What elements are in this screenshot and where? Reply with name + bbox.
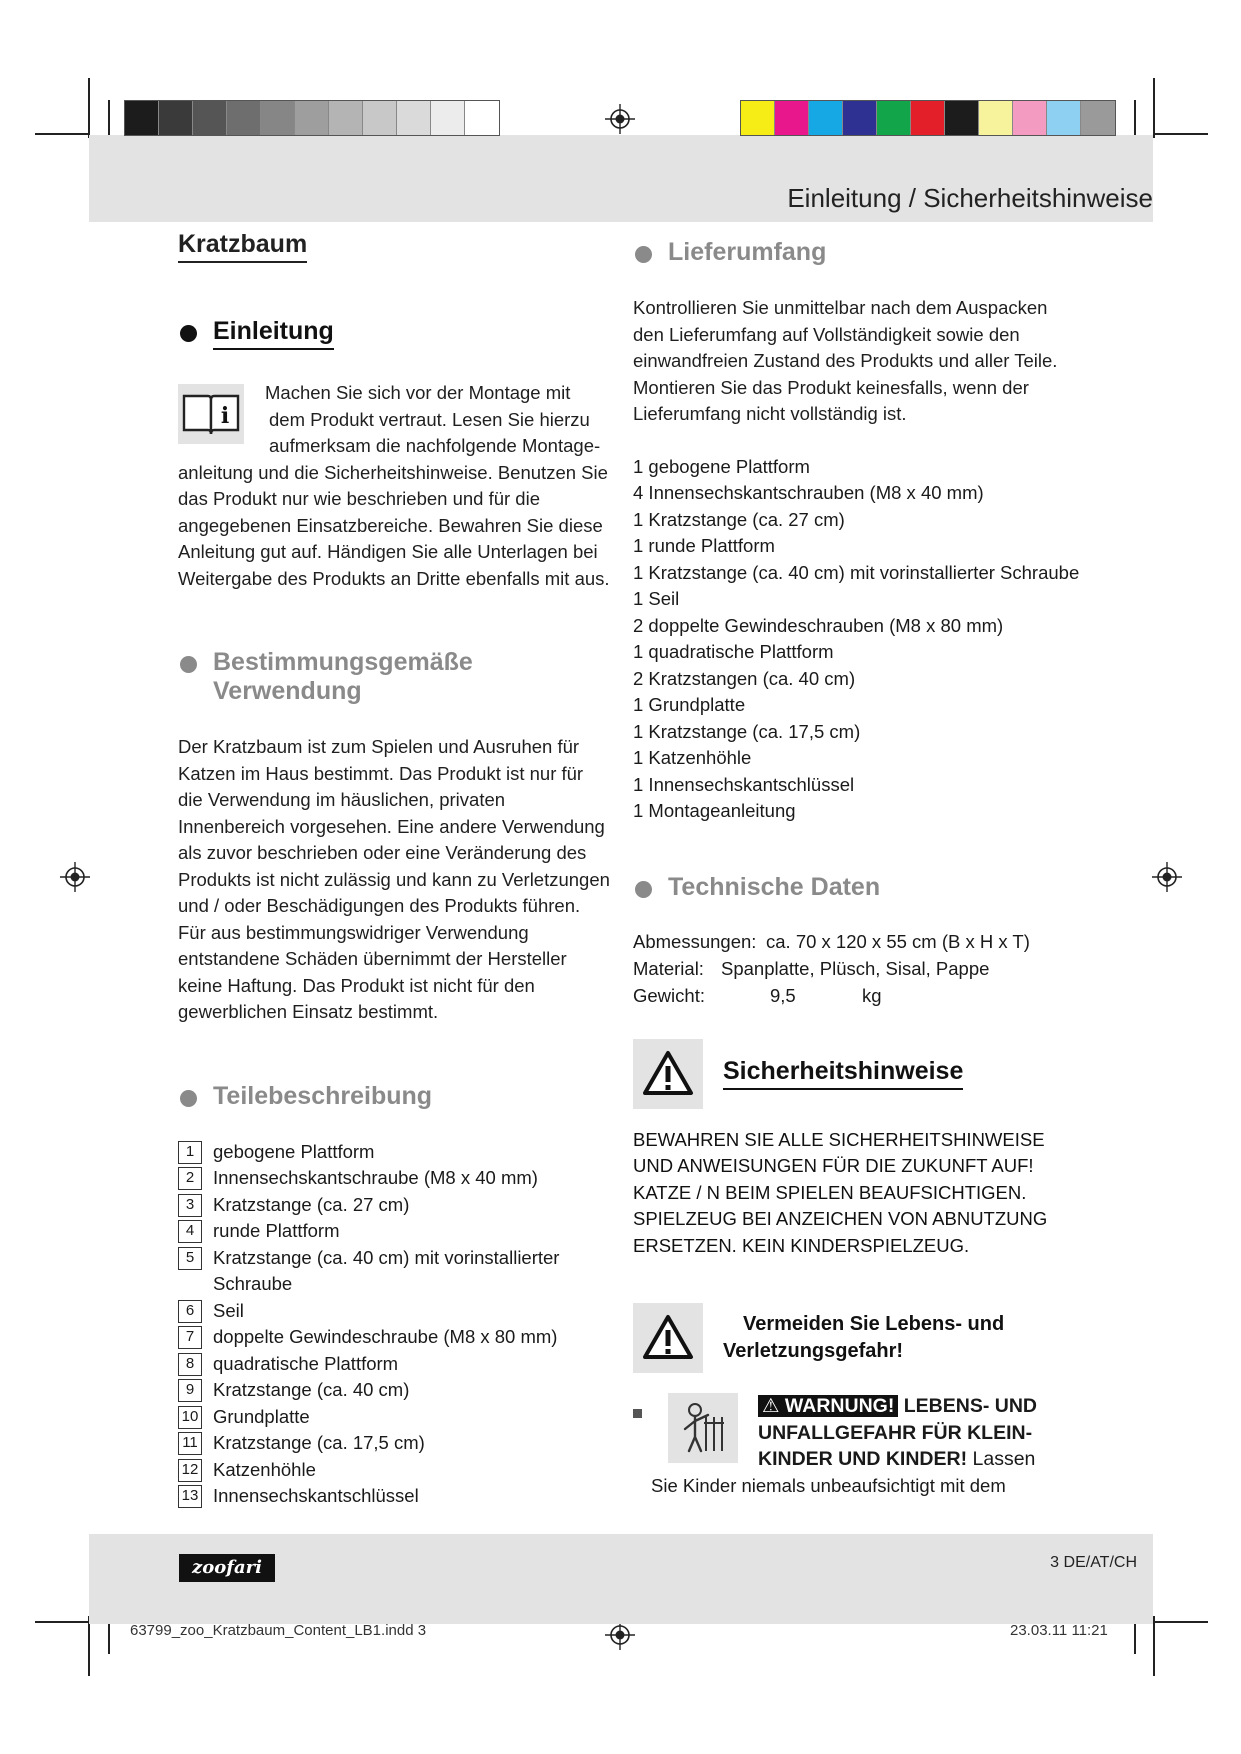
- part-number-box: 8: [178, 1353, 202, 1376]
- brand-logo: zoofari: [179, 1554, 275, 1582]
- part-number-box: 1: [178, 1141, 202, 1164]
- parts-list-item: [178, 1324, 610, 1351]
- tech-data: [633, 928, 1083, 1009]
- parts-list-item: [178, 1139, 610, 1166]
- parts-list-item: [178, 1298, 610, 1325]
- color-swatch: [809, 101, 843, 135]
- page-number: 3 DE/AT/CH: [1050, 1554, 1137, 1571]
- part-number-box: 3: [178, 1194, 202, 1217]
- heading-teilebeschreibung: Teilebeschreibung: [178, 1082, 610, 1111]
- warning-triangle-icon: [633, 1303, 703, 1373]
- crop-mark: [1153, 1616, 1155, 1676]
- part-label: Kratzstange (ca. 17,5 cm): [213, 1432, 425, 1453]
- color-swatch: [397, 101, 431, 135]
- color-swatch: [363, 101, 397, 135]
- delivery-list-item: 1 Seil: [633, 588, 680, 609]
- part-label: runde Plattform: [213, 1220, 340, 1241]
- part-label: quadratische Plattform: [213, 1352, 399, 1374]
- delivery-list-item: 1 Montageanleitung: [633, 800, 796, 821]
- color-swatch: [843, 101, 877, 135]
- intro-line: aufmerksam die nachfolgende Montage-: [269, 435, 601, 456]
- child-warning-icon: [668, 1393, 738, 1463]
- delivery-list-item: 4 Innensechskantschrauben (M8 x 40 mm): [633, 482, 984, 503]
- part-label: Grundplatte: [213, 1405, 310, 1427]
- delivery-list-item: 1 Kratzstange (ca. 40 cm) mit vorinstallierter Schraube: [633, 561, 1080, 583]
- crop-mark: [1153, 133, 1208, 135]
- color-swatch: [945, 101, 979, 135]
- delivery-list: [633, 454, 1083, 825]
- part-number-box: 9: [178, 1379, 202, 1402]
- delivery-list-item: 1 Kratzstange (ca. 17,5 cm): [633, 720, 861, 742]
- warning-triangle-icon: [633, 1039, 703, 1109]
- parts-list-item: [178, 1377, 610, 1404]
- footer-band: [89, 1534, 1153, 1624]
- bullet-icon: [180, 1090, 197, 1107]
- document-title: Kratzbaum: [178, 230, 307, 263]
- crop-mark: [88, 1616, 90, 1676]
- delivery-list-item: 2 Kratzstangen (ca. 40 cm): [633, 667, 856, 689]
- color-swatch: [261, 101, 295, 135]
- part-label: Kratzstange (ca. 40 cm): [213, 1379, 410, 1400]
- bullet-icon: [635, 881, 652, 898]
- delivery-list-item: 1 runde Plattform: [633, 535, 775, 556]
- safety-heading-block: [633, 1039, 1083, 1109]
- square-bullet-icon: [633, 1409, 642, 1418]
- part-label: gebogene Plattform: [213, 1140, 375, 1162]
- color-swatch: [465, 101, 499, 135]
- registration-mark-icon: [60, 862, 90, 892]
- header-band: [89, 135, 1153, 222]
- color-swatch: [911, 101, 945, 135]
- tech-row-material: Material: Spanplatte, Plüsch, Sisal, Pappe: [633, 957, 990, 979]
- delivery-list-item: 1 gebogene Plattform: [633, 455, 810, 477]
- color-swatch: [125, 101, 159, 135]
- color-swatch: [775, 101, 809, 135]
- bullet-icon: [180, 325, 197, 342]
- right-column: [633, 230, 1083, 1499]
- tech-row-dimensions: Abmessungen: ca. 70 x 120 x 55 cm (B x H x T): [633, 930, 1030, 952]
- parts-list-item: [178, 1351, 610, 1378]
- warning-item: [633, 1393, 1083, 1499]
- parts-list-item: [178, 1430, 610, 1457]
- use-text: Der Kratzbaum ist zum Spielen und Ausruhen für Katzen im Haus bestimmt. Das Produkt ist nur für die Verwendung im häuslichen, privaten Innenbereich vorgesehen. Eine andere Verwendung als zuvor beschrieben oder eine Veränderung des Produkts ist nicht zulässig und kann zu Verletzungen und / oder Beschädigungen des Produkts führen. Für aus bestimmungswidriger Verwendung entstandene Schäden übernimmt der Hersteller keine Haftung. Das Produkt ist nicht für den gewerblichen Einsatz bestimmt.: [178, 736, 610, 1022]
- part-label: Kratzstange (ca. 40 cm) mit vorinstallierter Schraube: [213, 1246, 560, 1294]
- delivery-list-item: 1 Grundplatte: [633, 694, 746, 715]
- warning-tag: ⚠ WARNUNG!: [758, 1395, 898, 1417]
- crop-mark: [35, 1621, 90, 1623]
- bullet-icon: [180, 656, 197, 673]
- crop-mark: [108, 100, 110, 138]
- heading-technische-daten: Technische Daten: [633, 873, 1083, 902]
- part-number-box: 10: [178, 1406, 202, 1429]
- parts-list-item: [178, 1192, 610, 1219]
- warning-continuation: Sie Kinder niemals unbeaufsichtigt mit dem: [651, 1474, 1006, 1496]
- color-swatch: [741, 101, 775, 135]
- heading-sicherheitshinweise: Sicherheitshinweise: [723, 1057, 963, 1090]
- registration-mark-icon: [605, 1620, 635, 1650]
- intro-text: anleitung und die Sicherheitshinweise. Benutzen Sie das Produkt nur wie beschrieben und für die angegebenen Einsatzbereiche. Bewahren Sie diese Anleitung gut auf. Händigen Sie alle Unterlagen bei Weitergabe des Produkts an Dritte ebenfalls mit aus.: [178, 461, 610, 589]
- section-title: Einleitung / Sicherheitshinweise: [787, 183, 1153, 213]
- delivery-list-item: 2 doppelte Gewindeschrauben (M8 x 80 mm): [633, 614, 1004, 636]
- heading-einleitung: Einleitung: [178, 317, 610, 350]
- intro-line: dem Produkt vertraut. Lesen Sie hierzu: [269, 408, 590, 430]
- crop-mark: [1134, 100, 1136, 138]
- color-swatch: [295, 101, 329, 135]
- part-number-box: 6: [178, 1300, 202, 1323]
- color-calibration-bar: [740, 100, 1116, 136]
- parts-list-item: [178, 1218, 610, 1245]
- part-number-box: 5: [178, 1247, 202, 1270]
- part-number-box: 7: [178, 1326, 202, 1349]
- parts-list-item: [178, 1404, 610, 1431]
- intro-line: Machen Sie sich vor der Montage mit: [265, 382, 571, 403]
- warning-text: ⚠ WARNUNG! LEBENS- UND UNFALLGEFAHR FÜR KLEIN- KINDER UND KINDER! Lassen: [758, 1395, 1037, 1470]
- part-label: doppelte Gewindeschraube (M8 x 80 mm): [213, 1326, 558, 1347]
- registration-mark-icon: [605, 104, 635, 134]
- color-swatch: [1013, 101, 1047, 135]
- color-swatch: [1047, 101, 1081, 135]
- crop-mark: [1153, 1621, 1208, 1623]
- bullet-icon: [635, 246, 652, 263]
- intro-block: [178, 380, 610, 592]
- delivery-list-item: 1 Innensechskantschlüssel: [633, 773, 855, 795]
- part-label: Innensechskantschraube (M8 x 40 mm): [213, 1167, 538, 1188]
- parts-list: [178, 1139, 610, 1510]
- delivery-text: Kontrollieren Sie unmittelbar nach dem Auspacken den Lieferumfang auf Vollständigkeit sowie den einwandfreien Zustand des Produkts und aller Teile. Montieren Sie das Produkt keinesfalls, wenn der Lieferumfang nicht vollständig ist.: [633, 297, 1058, 424]
- warning-triangle-small-icon: ⚠: [762, 1395, 780, 1417]
- grayscale-calibration-bar: [124, 100, 500, 136]
- heading-bestimmungsgemaesse-verwendung: Bestimmungsgemäße Verwendung: [178, 648, 610, 706]
- delivery-list-item: 1 quadratische Plattform: [633, 641, 834, 662]
- part-number-box: 2: [178, 1167, 202, 1190]
- slug-date: 23.03.11 11:21: [1010, 1622, 1108, 1639]
- color-swatch: [159, 101, 193, 135]
- part-number-box: 13: [178, 1485, 202, 1508]
- parts-list-item: [178, 1457, 610, 1484]
- part-label: Seil: [213, 1299, 244, 1321]
- safety-caps-text: BEWAHREN SIE ALLE SICHERHEITSHINWEISE UND ANWEISUNGEN FÜR DIE ZUKUNFT AUF! KATZE / N BEIM SPIELEN BEAUFSICHTIGEN. SPIELZEUG BEI ANZEICHEN VON ABNUTZUNG ERSETZEN. KEIN KINDERSPIELZEUG.: [633, 1128, 1048, 1256]
- parts-list-item: [178, 1245, 610, 1298]
- part-number-box: 4: [178, 1220, 202, 1243]
- color-swatch: [227, 101, 261, 135]
- part-label: Kratzstange (ca. 27 cm): [213, 1193, 410, 1215]
- delivery-list-item: 1 Katzenhöhle: [633, 747, 752, 768]
- slug-file: 63799_zoo_Kratzbaum_Content_LB1.indd 3: [130, 1622, 427, 1639]
- part-number-box: 12: [178, 1459, 202, 1482]
- color-swatch: [193, 101, 227, 135]
- part-label: Innensechskantschlüssel: [213, 1485, 419, 1506]
- color-swatch: [431, 101, 465, 135]
- part-label: Katzenhöhle: [213, 1458, 316, 1480]
- parts-list-item: [178, 1165, 610, 1192]
- registration-mark-icon: [1152, 862, 1182, 892]
- parts-list-item: [178, 1483, 610, 1510]
- left-column: [178, 230, 610, 1510]
- heading-lieferumfang: Lieferumfang: [633, 238, 1083, 267]
- color-swatch: [979, 101, 1013, 135]
- crop-mark: [1153, 78, 1155, 138]
- color-swatch: [329, 101, 363, 135]
- part-number-box: 11: [178, 1432, 202, 1455]
- avoid-danger-heading: Vermeiden Sie Lebens- und Verletzungsgefahr!: [723, 1313, 1005, 1362]
- svg-text:i: i: [220, 403, 230, 429]
- crop-mark: [35, 133, 90, 135]
- color-swatch: [1081, 101, 1115, 135]
- crop-mark: [88, 78, 90, 138]
- tech-row-weight: Gewicht: 9,5 kg: [633, 984, 882, 1006]
- avoid-danger-block: [633, 1303, 1083, 1373]
- color-swatch: [877, 101, 911, 135]
- info-book-icon: [178, 384, 244, 444]
- delivery-list-item: 1 Kratzstange (ca. 27 cm): [633, 508, 845, 530]
